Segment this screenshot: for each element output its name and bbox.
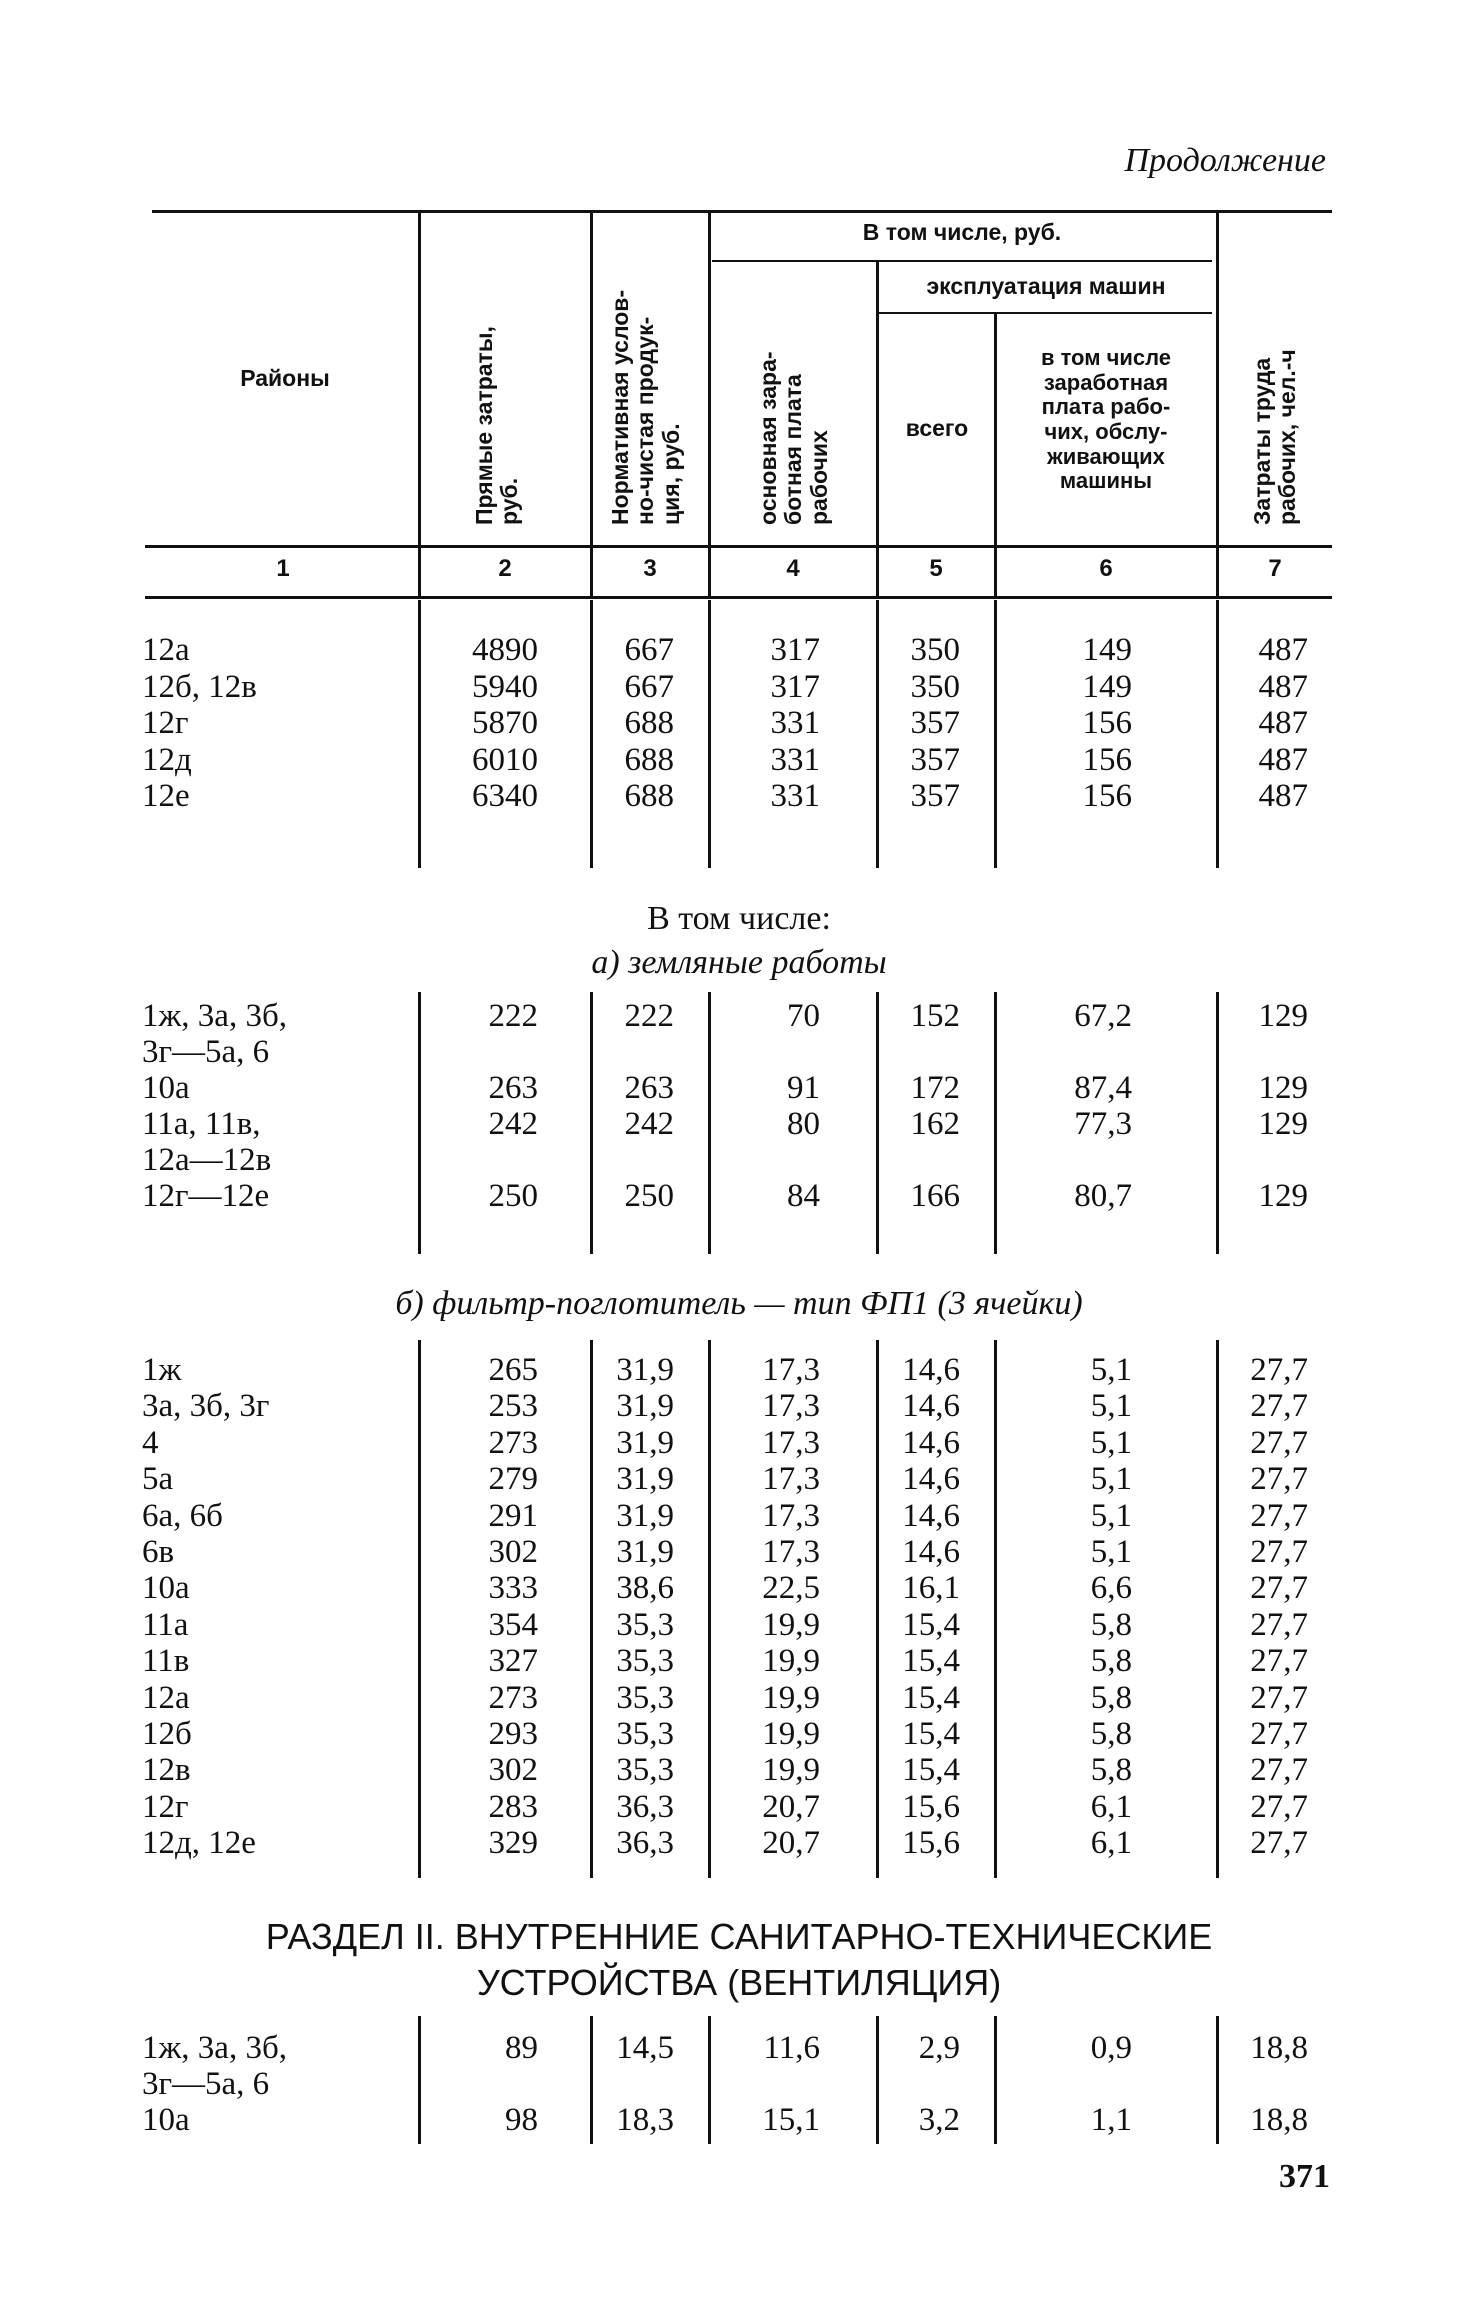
- value-cell: 11,6: [763, 2030, 820, 2066]
- header-divider: [418, 213, 421, 597]
- column-number: 2: [498, 555, 512, 582]
- table-row: [0, 2102, 1478, 2138]
- region-cell: 12а: [142, 632, 190, 668]
- table-row: [0, 1461, 1478, 1497]
- value-cell: 5,1: [1090, 1461, 1132, 1498]
- value-cell: 18,8: [1250, 2102, 1308, 2138]
- value-cell: 331: [770, 741, 820, 778]
- value-cell: 35,3: [616, 1679, 674, 1716]
- value-cell: 17,3: [762, 1497, 820, 1534]
- value-cell: 688: [624, 705, 674, 741]
- region-cell: 5а: [142, 1461, 174, 1498]
- value-cell: 156: [1082, 741, 1132, 778]
- value-cell: 250: [624, 1178, 674, 1214]
- value-cell: 17,3: [762, 1461, 820, 1498]
- table-row: [0, 632, 1478, 668]
- value-cell: 149: [1082, 668, 1132, 705]
- numbers-bottom-rule: [145, 596, 1332, 599]
- table-row: [0, 1680, 1478, 1716]
- value-cell: 166: [910, 1178, 960, 1214]
- value-cell: 67,2: [1074, 998, 1132, 1034]
- region-cell: 12б: [142, 1716, 192, 1752]
- value-cell: 27,7: [1250, 1424, 1308, 1461]
- value-cell: 302: [488, 1534, 538, 1570]
- table-row: [0, 1789, 1478, 1825]
- value-cell: 263: [488, 1070, 538, 1106]
- table-top-rule: [152, 210, 1332, 213]
- value-cell: 19,9: [762, 1606, 820, 1643]
- value-cell: 15,6: [902, 1825, 960, 1862]
- header-divider: [708, 213, 711, 597]
- value-cell: 91: [787, 1070, 820, 1106]
- value-cell: 250: [488, 1178, 538, 1214]
- table-row: [0, 1425, 1478, 1461]
- value-cell: 5,8: [1090, 1716, 1132, 1752]
- value-cell: 14,6: [902, 1424, 960, 1461]
- value-cell: 5,1: [1090, 1534, 1132, 1570]
- column-number: 3: [643, 555, 657, 582]
- table-row: [0, 2066, 1478, 2102]
- value-cell: 5,1: [1090, 1388, 1132, 1425]
- value-cell: 152: [910, 998, 960, 1034]
- value-cell: 27,7: [1250, 1461, 1308, 1498]
- region-cell: 12д: [142, 741, 192, 778]
- header-divider: [1216, 213, 1219, 597]
- column-number: 7: [1268, 555, 1282, 582]
- value-cell: 36,3: [616, 1825, 674, 1862]
- value-cell: 357: [910, 741, 960, 778]
- table-row: [0, 1106, 1478, 1142]
- value-cell: 2,9: [918, 2030, 960, 2066]
- value-cell: 18,3: [616, 2102, 674, 2138]
- value-cell: 5,8: [1090, 1643, 1132, 1680]
- value-cell: 27,7: [1250, 1606, 1308, 1643]
- region-cell: 6а, 6б: [142, 1497, 223, 1534]
- header-regions: Районы: [240, 365, 330, 391]
- value-cell: 14,6: [902, 1388, 960, 1425]
- region-cell: 10а: [142, 1570, 190, 1607]
- table-row: [0, 1534, 1478, 1570]
- header-including-group: В том числе, руб.: [862, 219, 1062, 245]
- header-total: всего: [905, 415, 969, 441]
- header-machine-operation: эксплуатация машин: [926, 273, 1166, 299]
- value-cell: 273: [488, 1424, 538, 1461]
- value-cell: 14,6: [902, 1461, 960, 1498]
- region-cell: 12в: [142, 1752, 191, 1789]
- table-row: [0, 742, 1478, 778]
- value-cell: 273: [488, 1679, 538, 1716]
- value-cell: 222: [624, 998, 674, 1034]
- region-cell: 12б, 12в: [142, 668, 257, 705]
- value-cell: 487: [1258, 778, 1308, 814]
- region-cell: 12г: [142, 705, 189, 741]
- value-cell: 19,9: [762, 1752, 820, 1789]
- value-cell: 327: [488, 1643, 538, 1680]
- value-cell: 19,9: [762, 1643, 820, 1680]
- value-cell: 15,4: [902, 1752, 960, 1789]
- value-cell: 350: [910, 632, 960, 668]
- value-cell: 3,2: [918, 2102, 960, 2138]
- header-normative-product: Нормативная услов- но-чистая продук- ция, руб.: [607, 289, 684, 525]
- value-cell: 27,7: [1250, 1534, 1308, 1570]
- value-cell: 4890: [472, 632, 538, 668]
- value-cell: 27,7: [1250, 1752, 1308, 1789]
- value-cell: 5,1: [1090, 1424, 1132, 1461]
- value-cell: 688: [624, 778, 674, 814]
- table-row: [0, 1570, 1478, 1606]
- value-cell: 667: [624, 668, 674, 705]
- value-cell: 27,7: [1250, 1679, 1308, 1716]
- table-row: [0, 1752, 1478, 1788]
- region-cell: 10а: [142, 1070, 190, 1106]
- table-row: [0, 705, 1478, 741]
- value-cell: 27,7: [1250, 1716, 1308, 1752]
- table-row: [0, 778, 1478, 814]
- value-cell: 357: [910, 778, 960, 814]
- value-cell: 20,7: [762, 1825, 820, 1862]
- value-cell: 129: [1258, 1070, 1308, 1106]
- value-cell: 15,6: [902, 1788, 960, 1825]
- value-cell: 333: [488, 1570, 538, 1607]
- value-cell: 279: [488, 1461, 538, 1498]
- value-cell: 19,9: [762, 1679, 820, 1716]
- region-cell: 12г—12е: [142, 1178, 270, 1214]
- value-cell: 265: [488, 1352, 538, 1388]
- value-cell: 27,7: [1250, 1825, 1308, 1862]
- value-cell: 27,7: [1250, 1788, 1308, 1825]
- value-cell: 38,6: [616, 1570, 674, 1607]
- value-cell: 87,4: [1074, 1070, 1132, 1106]
- value-cell: 31,9: [616, 1497, 674, 1534]
- value-cell: 17,3: [762, 1424, 820, 1461]
- table-row: [0, 1498, 1478, 1534]
- value-cell: 31,9: [616, 1461, 674, 1498]
- value-cell: 357: [910, 705, 960, 741]
- column-number: 4: [786, 555, 800, 582]
- value-cell: 89: [505, 2030, 538, 2066]
- value-cell: 129: [1258, 1106, 1308, 1142]
- value-cell: 156: [1082, 778, 1132, 814]
- column-number: 1: [276, 555, 290, 582]
- region-cell: 12а—12в: [142, 1142, 272, 1178]
- table-row: [0, 1643, 1478, 1679]
- value-cell: 27,7: [1250, 1352, 1308, 1388]
- table-row: [0, 2030, 1478, 2066]
- caption-including: В том числе:: [647, 900, 831, 937]
- value-cell: 27,7: [1250, 1497, 1308, 1534]
- region-cell: 1ж, 3а, 3б,: [142, 998, 287, 1034]
- value-cell: 253: [488, 1388, 538, 1425]
- region-cell: 11а: [142, 1606, 189, 1643]
- value-cell: 15,4: [902, 1606, 960, 1643]
- caption-filter-absorber: б) фильтр-поглотитель — тип ФП1 (3 ячейки): [395, 1285, 1083, 1322]
- value-cell: 331: [770, 778, 820, 814]
- value-cell: 149: [1082, 632, 1132, 668]
- value-cell: 354: [488, 1606, 538, 1643]
- region-cell: 6в: [142, 1534, 175, 1570]
- value-cell: 16,1: [902, 1570, 960, 1607]
- value-cell: 487: [1258, 668, 1308, 705]
- value-cell: 98: [505, 2102, 538, 2138]
- table-row: [0, 1070, 1478, 1106]
- region-cell: 11а, 11в,: [142, 1106, 261, 1142]
- value-cell: 18,8: [1250, 2030, 1308, 2066]
- value-cell: 17,3: [762, 1534, 820, 1570]
- region-cell: 4: [142, 1424, 159, 1461]
- value-cell: 242: [624, 1106, 674, 1142]
- table-row: [0, 1352, 1478, 1388]
- table-row: [0, 1388, 1478, 1424]
- value-cell: 302: [488, 1752, 538, 1789]
- value-cell: 5,8: [1090, 1679, 1132, 1716]
- value-cell: 5,1: [1090, 1497, 1132, 1534]
- value-cell: 84: [787, 1178, 820, 1214]
- value-cell: 5,1: [1090, 1352, 1132, 1388]
- value-cell: 15,4: [902, 1643, 960, 1680]
- value-cell: 331: [770, 705, 820, 741]
- value-cell: 20,7: [762, 1788, 820, 1825]
- value-cell: 487: [1258, 632, 1308, 668]
- value-cell: 487: [1258, 741, 1308, 778]
- value-cell: 5,8: [1090, 1606, 1132, 1643]
- table-row: [0, 1178, 1478, 1214]
- value-cell: 6,6: [1090, 1570, 1132, 1607]
- machines-rule: [878, 312, 1212, 314]
- value-cell: 5870: [472, 705, 538, 741]
- value-cell: 14,5: [616, 2030, 674, 2066]
- value-cell: 27,7: [1250, 1643, 1308, 1680]
- value-cell: 35,3: [616, 1606, 674, 1643]
- header-bottom-rule: [145, 545, 1332, 548]
- value-cell: 31,9: [616, 1534, 674, 1570]
- value-cell: 70: [787, 998, 820, 1034]
- region-cell: 3а, 3б, 3г: [142, 1388, 270, 1425]
- value-cell: 283: [488, 1788, 538, 1825]
- table-row: [0, 998, 1478, 1034]
- value-cell: 27,7: [1250, 1570, 1308, 1607]
- header-base-wages: основная зара- ботная плата рабочих: [755, 351, 832, 525]
- value-cell: 172: [910, 1070, 960, 1106]
- region-cell: 11в: [142, 1643, 190, 1680]
- value-cell: 5,8: [1090, 1752, 1132, 1789]
- region-cell: 12д, 12е: [142, 1825, 256, 1862]
- value-cell: 6,1: [1090, 1788, 1132, 1825]
- value-cell: 156: [1082, 705, 1132, 741]
- value-cell: 35,3: [616, 1716, 674, 1752]
- group-rule: [712, 260, 1212, 262]
- value-cell: 0,9: [1090, 2030, 1132, 2066]
- value-cell: 14,6: [902, 1497, 960, 1534]
- value-cell: 242: [488, 1106, 538, 1142]
- value-cell: 31,9: [616, 1424, 674, 1461]
- value-cell: 129: [1258, 1178, 1308, 1214]
- header-divider: [876, 262, 879, 597]
- region-cell: 10а: [142, 2102, 190, 2138]
- value-cell: 77,3: [1074, 1106, 1132, 1142]
- table-row: [0, 1825, 1478, 1861]
- header-divider: [590, 213, 593, 597]
- value-cell: 329: [488, 1825, 538, 1862]
- value-cell: 263: [624, 1070, 674, 1106]
- value-cell: 129: [1258, 998, 1308, 1034]
- value-cell: 15,1: [762, 2102, 820, 2138]
- value-cell: 317: [770, 668, 820, 705]
- caption-earthworks: а) земляные работы: [591, 944, 887, 981]
- region-cell: 12а: [142, 1679, 190, 1716]
- continuation-label: Продолжение: [1124, 142, 1326, 179]
- value-cell: 35,3: [616, 1643, 674, 1680]
- section-title-line1: РАЗДЕЛ II. ВНУТРЕННИЕ САНИТАРНО-ТЕХНИЧЕСКИЕ: [265, 1916, 1213, 1957]
- table-row: [0, 1142, 1478, 1178]
- value-cell: 317: [770, 632, 820, 668]
- value-cell: 35,3: [616, 1752, 674, 1789]
- value-cell: 6,1: [1090, 1825, 1132, 1862]
- value-cell: 293: [488, 1716, 538, 1752]
- region-cell: 3г—5а, 6: [142, 2066, 270, 2102]
- value-cell: 27,7: [1250, 1388, 1308, 1425]
- table-row: [0, 669, 1478, 705]
- header-machine-wages: в том числе заработная плата рабо- чих, обслу- живающих машины: [1040, 345, 1172, 494]
- value-cell: 291: [488, 1497, 538, 1534]
- header-labor-costs: Затраты труда рабочих, чел.-ч: [1249, 349, 1301, 525]
- value-cell: 15,4: [902, 1679, 960, 1716]
- value-cell: 31,9: [616, 1352, 674, 1388]
- region-cell: 12г: [142, 1788, 189, 1825]
- region-cell: 3г—5а, 6: [142, 1034, 270, 1070]
- value-cell: 36,3: [616, 1788, 674, 1825]
- table-row: [0, 1034, 1478, 1070]
- column-number: 6: [1099, 555, 1113, 582]
- value-cell: 17,3: [762, 1388, 820, 1425]
- value-cell: 31,9: [616, 1388, 674, 1425]
- value-cell: 688: [624, 741, 674, 778]
- value-cell: 6010: [472, 741, 538, 778]
- value-cell: 162: [910, 1106, 960, 1142]
- column-number: 5: [929, 555, 943, 582]
- region-cell: 12е: [142, 778, 190, 814]
- value-cell: 22,5: [762, 1570, 820, 1607]
- value-cell: 6340: [472, 778, 538, 814]
- value-cell: 80,7: [1074, 1178, 1132, 1214]
- header-direct-costs: Прямые затраты, руб.: [471, 326, 523, 525]
- table-row: [0, 1716, 1478, 1752]
- region-cell: 1ж: [142, 1352, 182, 1388]
- value-cell: 80: [787, 1106, 820, 1142]
- value-cell: 14,6: [902, 1534, 960, 1570]
- value-cell: 19,9: [762, 1716, 820, 1752]
- section-title-line2: УСТРОЙСТВА (ВЕНТИЛЯЦИЯ): [476, 1962, 1002, 2003]
- value-cell: 1,1: [1090, 2102, 1132, 2138]
- value-cell: 14,6: [902, 1352, 960, 1388]
- value-cell: 17,3: [762, 1352, 820, 1388]
- value-cell: 667: [624, 632, 674, 668]
- value-cell: 5940: [472, 668, 538, 705]
- value-cell: 15,4: [902, 1716, 960, 1752]
- value-cell: 350: [910, 668, 960, 705]
- table-row: [0, 1607, 1478, 1643]
- value-cell: 487: [1258, 705, 1308, 741]
- page-number: 371: [1279, 2158, 1330, 2195]
- region-cell: 1ж, 3а, 3б,: [142, 2030, 287, 2066]
- value-cell: 222: [488, 998, 538, 1034]
